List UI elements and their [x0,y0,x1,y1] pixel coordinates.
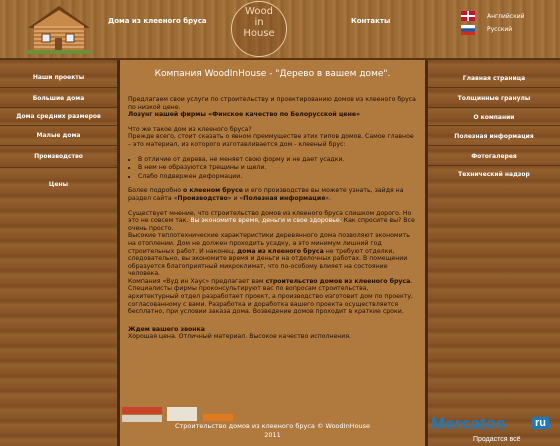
call-paragraph [128,326,418,341]
nav-link-houses[interactable]: Дома из клееного бруса [108,17,207,25]
right-sidebar [428,60,560,446]
nav-link-contacts[interactable]: Контакты [351,17,391,25]
company-highlight: строительство домов из клееного бруса [265,277,411,285]
call-title: Ждем вашего звонка [128,325,205,333]
more-text-a: Более подробно [128,187,184,195]
opinion-text-a: Существует мнение, что строительство домов из клееного бруса слишком дорого. Но это не совсем так. [128,209,412,225]
thermal-text-a: Высокие теплотехнические характеристики деревянного дома позволяют экономить на отоплении. Дом не должен проходить усадку, а это минимум лишний год строительных работ. И наконец, [128,232,410,255]
divider [0,87,117,88]
rating-badge[interactable] [167,407,197,421]
footer-copyright: Строительство домов из клееного бруса © WoodInHouse [174,422,371,430]
header-bar [0,0,560,60]
brand-line-3: House [243,28,275,39]
divider [428,87,560,88]
left-nav-production[interactable]: Производство [34,153,83,160]
house-logo-icon[interactable] [26,4,92,54]
divider [428,107,560,108]
glued-beam-link[interactable]: о клееном брусе [183,187,243,195]
divider [428,165,560,166]
thermal-highlight: дома из клееного бруса [237,247,324,255]
counter-badge-3[interactable] [203,414,233,421]
call-text: Хорошая цена. Отличный материал. Высокое качество исполнения. [128,333,352,341]
more-text-e: » и « [227,194,244,202]
production-link[interactable]: Производство [177,194,228,202]
brand-line-1: Wood [245,6,273,17]
slogan-text: Лозунг нашей фирмы «Финское качество по Белорусской цене» [128,111,361,119]
divider [0,107,117,108]
page-title: Компания WoodInHouse - "Дерево в вашем доме". [154,69,391,79]
right-nav-pellets[interactable]: Толщинные гранулы [457,95,531,102]
counter-badge-2[interactable] [122,415,162,422]
intro-text: Предлагаем свои услуги по строительству и проектированию домов из клееного бруса по низкой цене. [128,96,416,111]
divider [428,125,560,126]
right-nav-gallery[interactable]: Фотогалерея [471,153,517,160]
what-is-text: Прежде всего, стоит сказать о явном преимуществе этих типов домов. Самое главное – это материал, из которого изготавливается дом - клееный брус: [128,133,414,148]
opinion-highlight: Вы экономите время, деньги и свое здоровье. [190,217,342,225]
divider [0,145,117,146]
watermark-tld: ru [532,417,549,429]
left-nav-medium-houses[interactable]: Дома средних размеров [16,113,101,120]
divider [0,167,117,168]
watermark-word: Mercatos [431,414,506,433]
list-item: • Слабо подвержен деформации. [138,173,418,181]
opinion-text-c: Как спросите вы? Все очень просто. [128,217,415,232]
brand-logo[interactable] [231,1,287,57]
right-nav-about[interactable]: О компании [473,114,515,121]
thermal-text-c: не требуют отделки, следовательно, вы экономите время и деньги на отделочных работах. В помещении образуется благоприятный микроклимат, что по-особому влияет на состояние человека. [128,247,408,278]
what-is-title: Что же такое дом из клееного бруса? [128,125,252,133]
more-text-c: и его производстве вы можете узнать, зайдя на раздел сайта « [128,187,404,202]
right-nav-supervision[interactable]: Технический надзор [458,171,530,178]
company-text-a: Компания «Вуд ин Хаус» предлагает вам [128,277,266,285]
counter-badge-1[interactable] [122,407,162,414]
list-item: • В отличие от дерева, не меняет свою форму и не дает усадки. [138,156,418,164]
brand-line-2: in [254,17,264,28]
intro-paragraph [128,96,418,119]
what-is-paragraph [128,126,418,149]
company-text-c: . Специалисты фирмы проконсультируют вас по вопросам строительства, архитектурный отдел разработает проект, а производство изготовит дом по проекту, согласованному с вами. Разработка и доработка вашего проекта осуществляется бесплатно, при условии заказа дома. Возведение домов проходит в краткие сроки. [128,277,413,316]
left-nav-small-houses[interactable]: Малые дома [36,132,81,139]
left-nav-prices[interactable]: Цены [48,181,69,188]
list-item: • В нем не образуются трещины и щели. [138,164,418,172]
right-nav-home[interactable]: Главная страница [462,75,526,82]
divider [0,125,117,126]
lang-russian[interactable]: Русский [487,26,513,33]
more-text-g: ». [325,194,331,202]
russia-flag-icon[interactable] [461,25,475,35]
footer [120,422,425,440]
divider [428,145,560,146]
lang-english[interactable]: Английский [487,13,525,20]
left-nav-large-houses[interactable]: Большие дома [32,95,85,102]
left-nav-projects[interactable]: Наши проекты [32,74,85,81]
watermark-slogan: Продастся всё [473,436,521,443]
more-info-paragraph [128,187,418,202]
main-content [117,60,428,446]
right-nav-useful-info[interactable]: Полезная информация [454,133,534,140]
useful-info-link[interactable]: Полезная информация [243,194,326,202]
footer-year: 2011 [264,431,281,439]
mercatos-watermark [431,414,560,446]
article-body [128,96,418,348]
benefits-list [138,156,418,181]
opinion-paragraph [128,210,418,316]
left-sidebar [0,60,117,446]
uk-flag-icon[interactable] [461,11,475,21]
